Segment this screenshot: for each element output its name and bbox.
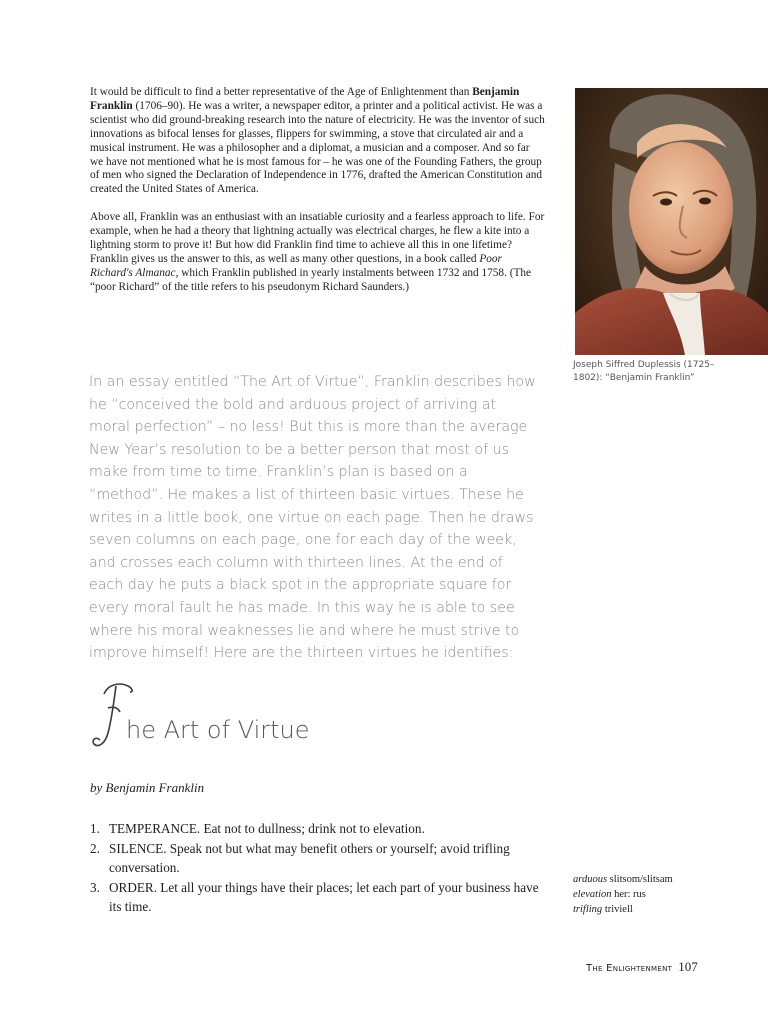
virtue-text: TEMPERANCE. Eat not to dullness; drink not to elevation. bbox=[109, 821, 425, 836]
list-number: 1. bbox=[90, 821, 100, 836]
glossary-entry bbox=[573, 887, 763, 902]
intro-p2-rest: , which Franklin published in yearly instalments between 1732 and 1758. (The “poor Richard” of the title refers to his pseudonym Richard Saunders.) bbox=[90, 266, 532, 293]
intro-p1-start: It would be difficult to find a better representative of the Age of Enlightenment than bbox=[90, 86, 473, 98]
page-number: 107 bbox=[678, 959, 698, 974]
list-number: 3. bbox=[90, 879, 100, 895]
glossary-definition: slitsom/slitsam bbox=[609, 874, 673, 885]
intro-paragraph-1 bbox=[90, 86, 545, 197]
intro-p1-rest: (1706–90). He was a writer, a newspaper editor, a printer and a political activist. He was a scientist who did ground-breaking research into the nature of electricity. He was the inventor of such innovations as bifocal lenses for glasses, flippers for swimming, a stove that circulated air and a musical instrument. He was a philosopher and a diplomat, a musician and a composer. And so far we have not mentioned what he is most famous for – he was one of the Founding Fathers, the group of men who signed the Declaration of Independence in 1776, drafted the American Constitution and created the United States of America. bbox=[90, 99, 545, 196]
section-name: The Enlightenment bbox=[586, 963, 673, 974]
list-item bbox=[90, 878, 540, 917]
almanac-title: Poor Richard's Almanac bbox=[90, 252, 502, 279]
essay-title-text: he Art of Virtue bbox=[126, 716, 310, 744]
intro-paragraph-2 bbox=[90, 211, 545, 294]
page-footer bbox=[586, 959, 698, 975]
glossary-definition: her: rus bbox=[614, 889, 646, 900]
virtues-list bbox=[90, 819, 540, 917]
intro-p2-start: Above all, Franklin was an enthusiast with an insatiable curiosity and a fearless approach to life. For example, when he had a theory that lightning actually was electrical charges, he flew a kite into a lightning storm to prove it! But how did Franklin find time to achieve all this in one lifetime? Franklin gives us the answer to this, as well as many other questions, in a book called bbox=[90, 211, 545, 265]
list-item bbox=[90, 839, 540, 878]
virtue-text: SILENCE. Speak not but what may benefit others or yourself; avoid trifling conversation. bbox=[109, 840, 510, 876]
byline: by Benjamin Franklin bbox=[90, 780, 205, 795]
list-number: 2. bbox=[90, 840, 100, 856]
glossary-entry bbox=[573, 872, 763, 887]
intro-text bbox=[90, 86, 545, 309]
portrait-caption: Joseph Siffred Duplessis (1725–1802): “Benjamin Franklin” bbox=[573, 360, 715, 383]
glossary-entry bbox=[573, 902, 763, 917]
glossary-term: trifling bbox=[573, 904, 603, 915]
glossary-definition: triviell bbox=[604, 904, 633, 915]
essay-title bbox=[90, 678, 490, 758]
glossary bbox=[573, 872, 763, 917]
lead-paragraph: In an essay entitled “The Art of Virtue”, Franklin describes how he “conceived the bold and arduous project of arriving at moral perfection” – no less! But this is more than the average New Year’s resolution to be a better person that most of us make from time to time. Franklin’s plan is based on a “method”. He makes a list of thirteen basic virtues. These he writes in a little book, one virtue on each page. Then he draws seven columns on each page, one for each day of the week, and crosses each column with thirteen lines. At the end of each day he puts a black spot in the appropriate square for every moral fault he has made. In this way he is able to see where his moral weaknesses lie and where he must strive to improve himself! Here are the thirteen virtues he identifies: bbox=[89, 374, 536, 662]
glossary-term: arduous bbox=[573, 874, 608, 885]
list-item bbox=[90, 819, 540, 839]
franklin-portrait bbox=[575, 88, 768, 355]
virtue-text: ORDER. Let all your things have their places; let each part of your business have its time. bbox=[109, 879, 539, 915]
glossary-term: elevation bbox=[573, 889, 612, 900]
franklin-name: Benjamin Franklin bbox=[90, 86, 520, 112]
